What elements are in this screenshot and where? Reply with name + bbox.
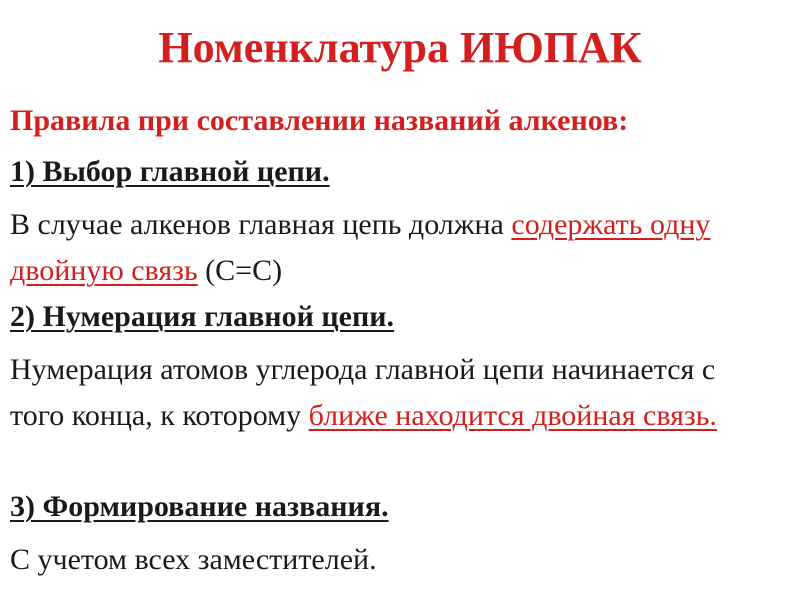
slide-title: Номенклатура ИЮПАК xyxy=(158,23,642,72)
slide-subtitle: Правила при составлении названий алкенов: xyxy=(10,104,629,137)
rule-1-highlight: содержать одну двойную связь xyxy=(10,208,711,287)
rule-1-heading: 1) Выбор главной цепи. xyxy=(10,155,330,188)
rule-2-text xyxy=(10,347,770,439)
rule-1-text-part-1: В случае алкенов главная цепь должна xyxy=(10,208,512,241)
rule-2-text-part-1: Нумерация атомов углерода главной цепи начинается с того конца, к которому xyxy=(10,353,716,432)
rule-3-heading: 3) Формирование названия. xyxy=(10,490,389,523)
rule-1-text-part-2: (С=С) xyxy=(197,254,283,287)
rule-1-text xyxy=(10,202,770,294)
rule-2-heading: 2) Нумерация главной цепи. xyxy=(10,300,395,333)
rule-3-text: С учетом всех заместителей. xyxy=(10,543,377,576)
rule-2-highlight: ближе находится двойная связь. xyxy=(308,399,717,432)
